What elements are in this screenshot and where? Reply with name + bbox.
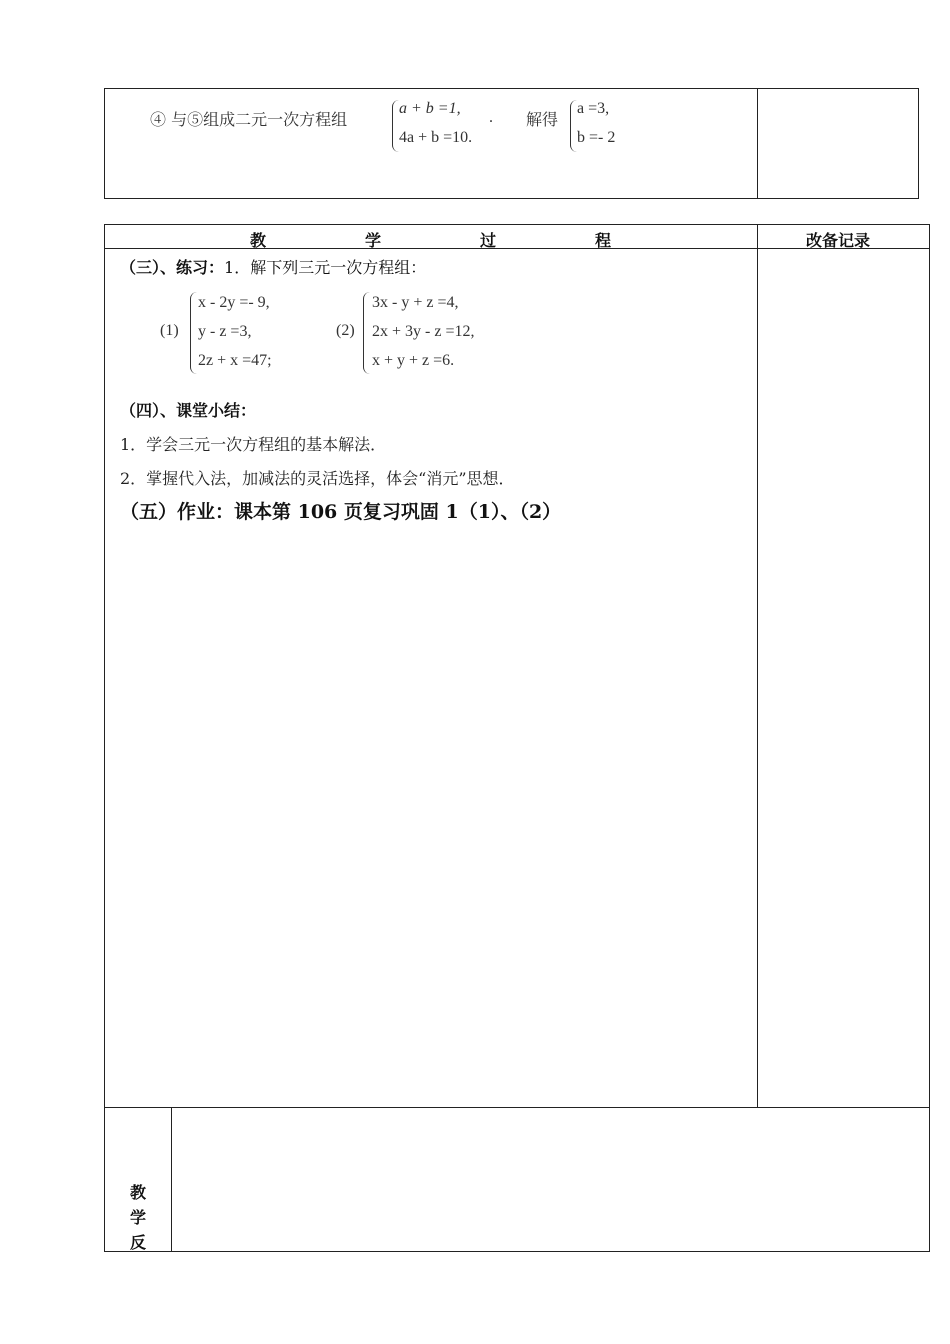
system-intro-text: ④ 与⑤组成二元一次方程组 — [150, 110, 348, 129]
solution-brace — [570, 100, 577, 152]
eq2-brace — [363, 292, 370, 374]
header-char-jiao: 教 — [250, 231, 267, 250]
reflection-label-char-2: 学 — [130, 1208, 147, 1227]
header-char-guo: 过 — [480, 231, 497, 250]
solution-a: a =3, — [577, 100, 610, 117]
eq2-line3: x + y + z =6. — [372, 352, 455, 369]
reflection-label-divider — [171, 1107, 172, 1252]
eq2-line2: 2x + 3y - z =12, — [372, 323, 475, 340]
notes-column-divider — [757, 224, 758, 1108]
header-notes: 改备记录 — [806, 231, 871, 250]
system1-dot: . — [489, 109, 493, 126]
eq1-brace — [190, 292, 197, 374]
eq1-line2: y - z =3, — [198, 323, 252, 340]
header-char-xue: 学 — [365, 231, 382, 250]
practice-text: 1．解下列三元一次方程组： — [224, 258, 427, 277]
solution-b: b =- 2 — [577, 129, 616, 146]
system1-eq1: a + b =1, — [399, 100, 461, 117]
reflection-label-char-3: 反 — [130, 1233, 147, 1252]
summary-item-2: 2．掌握代入法，加减法的灵活选择，体会“消元”思想． — [120, 469, 515, 488]
main-table — [104, 224, 930, 1252]
eq1-label: (1) — [160, 322, 179, 339]
summary-title: （四）、课堂小结： — [120, 401, 257, 420]
eq1-line3: 2z + x =47; — [198, 352, 272, 369]
top-solution-box — [104, 88, 919, 199]
practice-title: （三）、练习： — [120, 258, 225, 277]
reflection-label-char-1: 教 — [130, 1183, 147, 1202]
eq2-label: (2) — [336, 322, 355, 339]
header-char-cheng: 程 — [595, 231, 612, 250]
top-box-divider — [757, 88, 758, 199]
eq1-line1: x - 2y =- 9, — [198, 294, 270, 311]
system1-eq2: 4a + b =10. — [399, 129, 473, 146]
solve-label: 解得 — [526, 110, 559, 129]
summary-item-1: 1．学会三元一次方程组的基本解法． — [120, 435, 387, 454]
eq2-line1: 3x - y + z =4, — [372, 294, 459, 311]
system1-brace — [392, 100, 399, 152]
homework-line: （五）作业：课本第 106 页复习巩固 1（1）、（2） — [120, 501, 562, 523]
practice-line — [120, 255, 426, 278]
reflection-divider — [104, 1107, 930, 1108]
